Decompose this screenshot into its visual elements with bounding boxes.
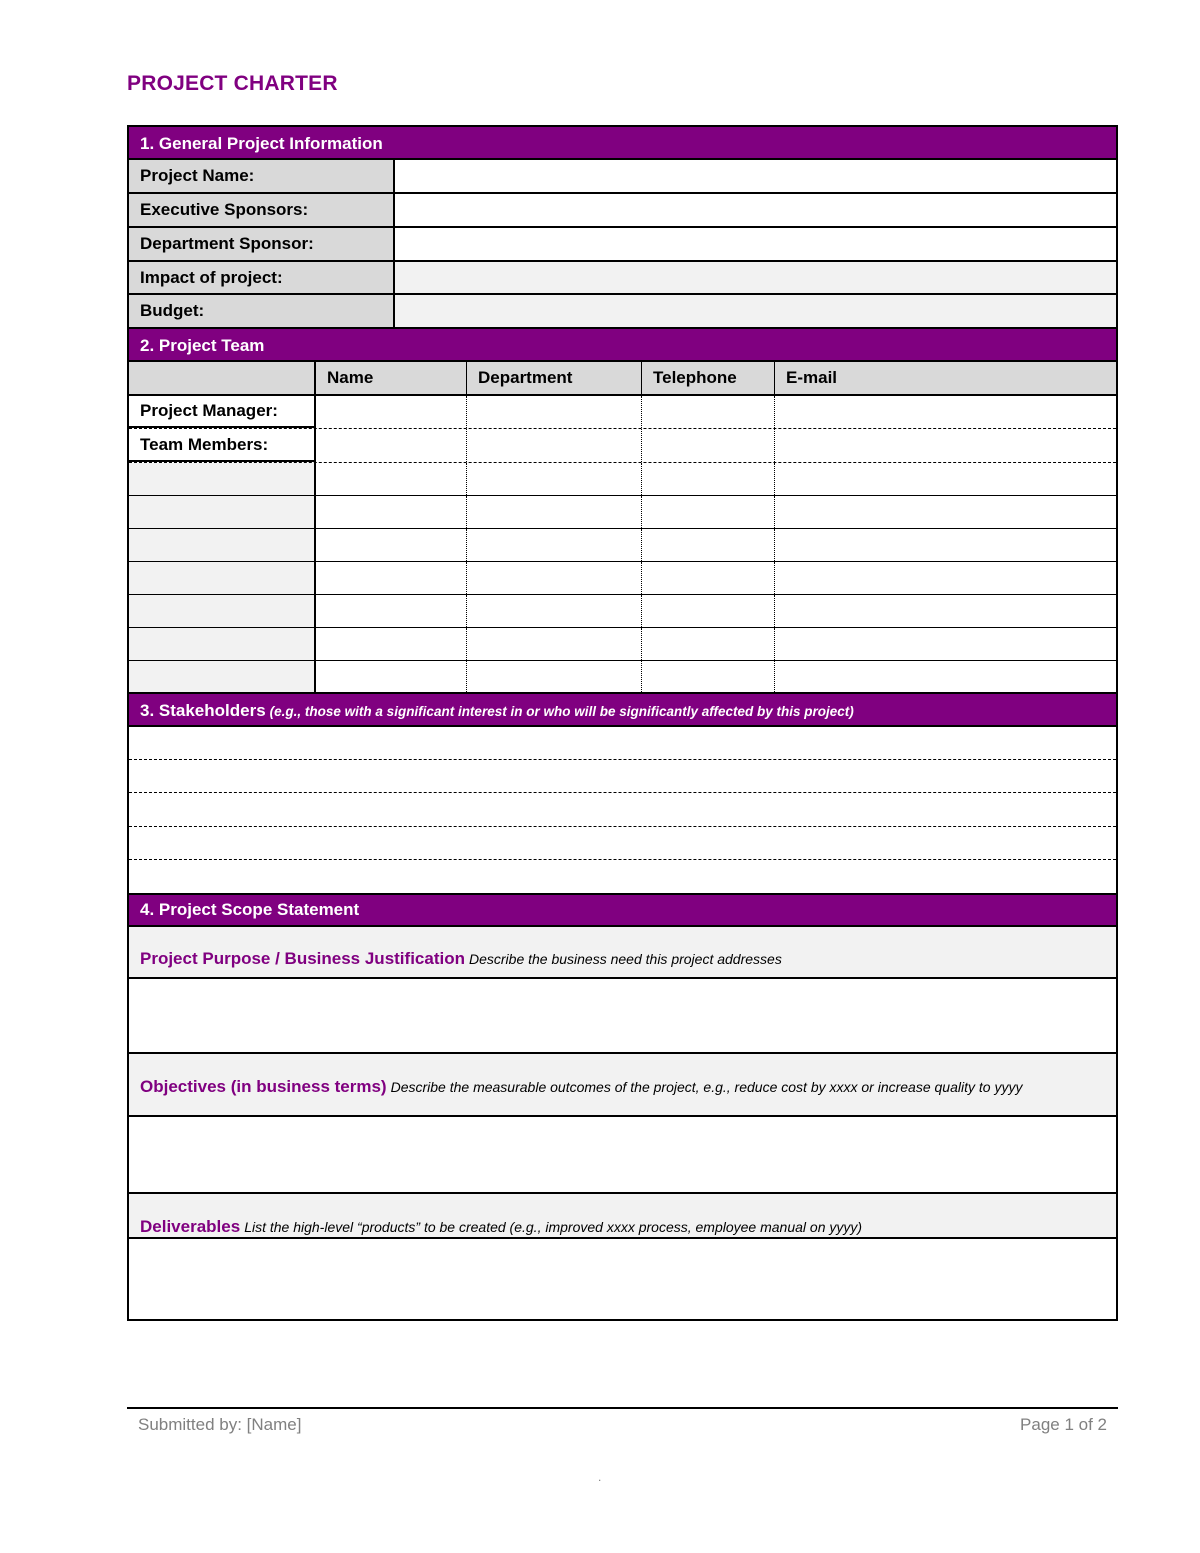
team-table-header-row — [129, 362, 1116, 396]
stakeholder-row[interactable] — [129, 760, 1116, 793]
team-member-cell[interactable] — [642, 628, 775, 660]
team-member-cell[interactable] — [642, 661, 775, 692]
team-col-email: E-mail — [775, 362, 1116, 394]
team-member-department-cell[interactable] — [467, 429, 642, 462]
team-member-label-cell[interactable] — [129, 496, 316, 528]
team-member-cell[interactable] — [775, 529, 1116, 561]
team-member-cell[interactable] — [642, 529, 775, 561]
section-general-info-header: 1. General Project Information — [129, 127, 1116, 160]
objectives-label: Objectives (in business terms) — [140, 1077, 387, 1096]
team-member-cell[interactable] — [316, 529, 467, 561]
team-member-cell[interactable] — [467, 463, 642, 495]
team-blank-row — [129, 529, 1116, 562]
project-manager-email-cell[interactable] — [775, 396, 1116, 428]
stakeholder-row[interactable] — [129, 727, 1116, 760]
team-members-label: Team Members: — [129, 429, 316, 462]
team-blank-row — [129, 496, 1116, 529]
field-row-project-name — [129, 160, 1116, 194]
team-member-cell[interactable] — [775, 661, 1116, 692]
team-member-cell[interactable] — [642, 562, 775, 594]
project-name-field[interactable] — [395, 160, 1116, 192]
budget-field[interactable] — [395, 295, 1116, 327]
footer-rule — [127, 1407, 1118, 1409]
footer-page-number: Page 1 of 2 — [1020, 1415, 1107, 1434]
team-blank-row — [129, 595, 1116, 628]
team-member-cell[interactable] — [467, 562, 642, 594]
team-member-cell[interactable] — [775, 496, 1116, 528]
team-member-cell[interactable] — [316, 562, 467, 594]
team-member-email-cell[interactable] — [775, 429, 1116, 462]
team-member-cell[interactable] — [316, 595, 467, 627]
impact-label: Impact of project: — [129, 262, 395, 293]
team-member-cell[interactable] — [316, 463, 467, 495]
budget-label: Budget: — [129, 295, 395, 327]
department-sponsor-field[interactable] — [395, 228, 1116, 260]
team-col-blank — [129, 362, 316, 394]
team-member-cell[interactable] — [316, 496, 467, 528]
stakeholder-row[interactable] — [129, 827, 1116, 860]
section-scope-header: 4. Project Scope Statement — [129, 893, 1116, 927]
project-manager-label: Project Manager: — [129, 396, 316, 428]
footer-mark: . — [598, 1470, 602, 1484]
team-member-cell[interactable] — [467, 661, 642, 692]
team-member-telephone-cell[interactable] — [642, 429, 775, 462]
objectives-description: Describe the measurable outcomes of the project, e.g., reduce cost by xxxx or increase quality to yyyy — [390, 1079, 1023, 1095]
deliverables-subheader — [129, 1194, 1116, 1239]
project-manager-name-cell[interactable] — [316, 396, 467, 428]
team-row-members — [129, 429, 1116, 463]
stakeholder-row[interactable] — [129, 793, 1116, 826]
team-member-cell[interactable] — [642, 463, 775, 495]
team-member-cell[interactable] — [775, 595, 1116, 627]
deliverables-description: List the high-level “products” to be created (e.g., improved xxxx process, employee manual on yyyy) — [244, 1219, 863, 1235]
objectives-field[interactable] — [129, 1117, 1116, 1194]
team-blank-row — [129, 628, 1116, 661]
team-member-cell[interactable] — [467, 529, 642, 561]
team-member-cell[interactable] — [775, 628, 1116, 660]
team-member-label-cell[interactable] — [129, 595, 316, 627]
team-member-cell[interactable] — [642, 595, 775, 627]
executive-sponsors-label: Executive Sponsors: — [129, 194, 395, 226]
team-member-label-cell[interactable] — [129, 628, 316, 660]
field-row-executive-sponsors — [129, 194, 1116, 228]
field-row-department-sponsor — [129, 228, 1116, 262]
project-charter-form — [127, 125, 1118, 1321]
team-member-label-cell[interactable] — [129, 562, 316, 594]
team-member-cell[interactable] — [775, 463, 1116, 495]
section-stakeholders-header — [129, 694, 1116, 727]
team-member-label-cell[interactable] — [129, 463, 316, 495]
project-name-label: Project Name: — [129, 160, 395, 192]
purpose-subheader — [129, 927, 1116, 979]
team-member-cell[interactable] — [775, 562, 1116, 594]
stakeholders-heading: 3. Stakeholders — [140, 701, 266, 720]
team-member-name-cell[interactable] — [316, 429, 467, 462]
team-blank-row — [129, 661, 1116, 694]
section-project-team-header: 2. Project Team — [129, 329, 1116, 362]
impact-field[interactable] — [395, 262, 1116, 293]
team-member-label-cell[interactable] — [129, 529, 316, 561]
team-member-cell[interactable] — [467, 496, 642, 528]
deliverables-label: Deliverables — [140, 1217, 241, 1236]
team-member-cell[interactable] — [467, 628, 642, 660]
team-col-name: Name — [316, 362, 467, 394]
team-member-cell[interactable] — [467, 595, 642, 627]
project-manager-department-cell[interactable] — [467, 396, 642, 428]
team-member-label-cell[interactable] — [129, 661, 316, 692]
footer-submitted-by: Submitted by: [Name] — [138, 1415, 302, 1434]
stakeholders-note: (e.g., those with a significant interest in or who will be significantly affected by this project) — [269, 704, 854, 719]
purpose-label: Project Purpose / Business Justification — [140, 949, 465, 968]
team-member-cell[interactable] — [316, 661, 467, 692]
field-row-budget — [129, 295, 1116, 329]
team-member-cell[interactable] — [316, 628, 467, 660]
team-col-telephone: Telephone — [642, 362, 775, 394]
team-row-project-manager — [129, 396, 1116, 429]
team-blank-row — [129, 463, 1116, 496]
objectives-subheader — [129, 1054, 1116, 1117]
executive-sponsors-field[interactable] — [395, 194, 1116, 226]
purpose-description: Describe the business need this project addresses — [468, 951, 782, 967]
stakeholder-row[interactable] — [129, 860, 1116, 893]
team-col-department: Department — [467, 362, 642, 394]
page-title: PROJECT CHARTER — [127, 72, 338, 95]
department-sponsor-label: Department Sponsor: — [129, 228, 395, 260]
deliverables-field[interactable] — [129, 1239, 1116, 1319]
project-manager-telephone-cell[interactable] — [642, 396, 775, 428]
team-blank-row — [129, 562, 1116, 595]
purpose-field[interactable] — [129, 979, 1116, 1054]
field-row-impact — [129, 262, 1116, 295]
team-member-cell[interactable] — [642, 496, 775, 528]
